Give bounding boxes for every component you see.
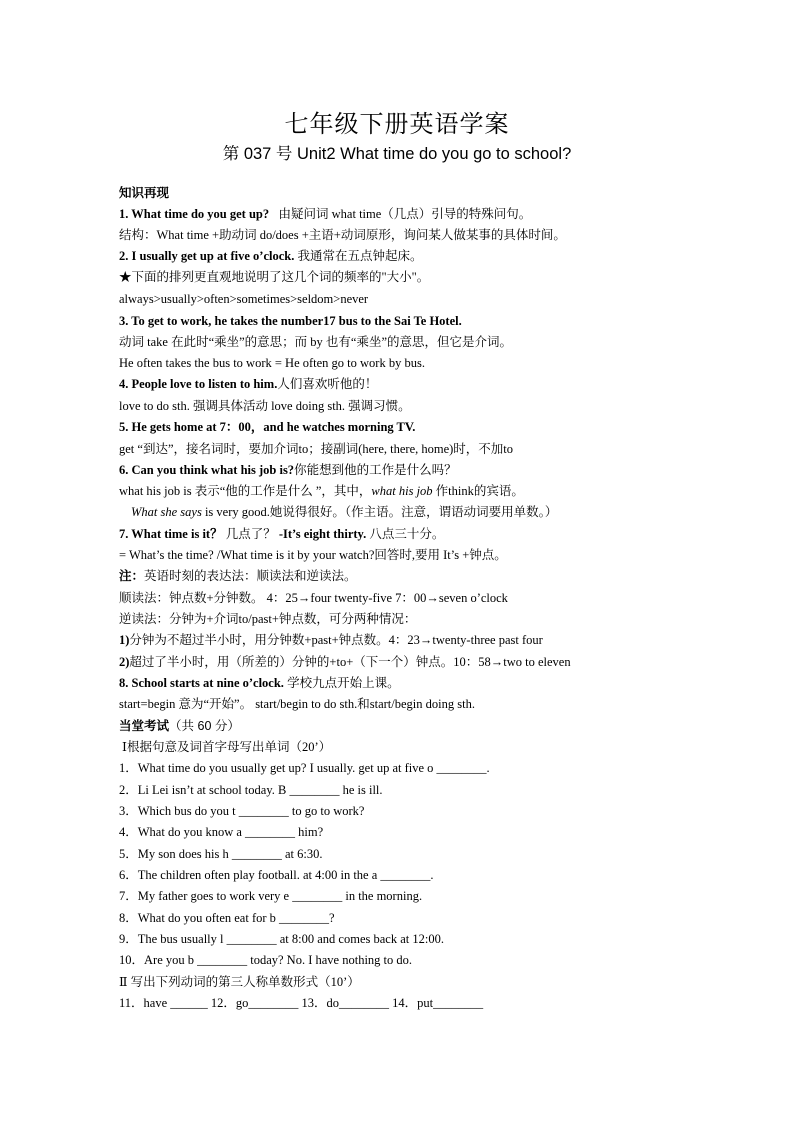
question-text: 1. What time do you get up? (119, 207, 270, 221)
knowledge-item-2 (119, 248, 423, 264)
forward-reading: 顺读法：钟点数+分钟数。 4：25→four twenty-five 7：00→seven o’clock (119, 591, 508, 605)
reverse-reading: 逆读法：分钟为+介词to/past+钟点数，可分两种情况： (119, 612, 417, 626)
take-note: 动词 take 在此时“乘坐”的意思；而 by 也有“乘坐”的意思，但它是介词。 (119, 335, 513, 349)
exercise-2-heading: Ⅱ 写出下列动词的第三人称单数形式（10’） (119, 975, 360, 989)
start-note: start=begin 意为“开始”。 start/begin to do sth.和start/begin doing sth. (119, 697, 475, 711)
exercise-1-heading: Ⅰ根据句意及词首字母写出单词（20’） (122, 740, 332, 754)
page-subtitle: 第 037 号 Unit2 What time do you go to school? (222, 145, 572, 163)
exercise-question: 9．The bus usually l ________ at 8:00 and comes back at 12:00. (119, 932, 444, 946)
love-note: love to do sth. 强调具体活动 love doing sth. 强调习惯。 (119, 399, 411, 413)
frequency-note: ★下面的排列更直观地说明了这几个词的频率的"大小"。 (119, 270, 430, 284)
note-text: 学校九点开始上课。 (283, 676, 400, 690)
question-text: 6. Can you think what his job is? (119, 463, 295, 477)
case-number: 1) (119, 633, 130, 647)
question-text: 7. What time is it？ (119, 527, 223, 541)
knowledge-item-5: 5. He gets home at 7：00，and he watches morning TV. (119, 420, 416, 434)
subject-clause-note (131, 504, 557, 520)
section-score: （共 60 分） (169, 719, 240, 733)
note-text: 作think的宾语。 (432, 484, 524, 498)
frequency-order: always>usually>often>sometimes>seldom>never (119, 292, 369, 306)
italic-phrase: What she says (131, 505, 202, 519)
exercise-question: 1．What time do you usually get up? I usually. get up at five o ________. (119, 761, 490, 775)
reverse-case-2 (119, 654, 571, 670)
knowledge-item-7 (119, 526, 444, 542)
clause-note (119, 483, 524, 499)
exercise-question: 11．have ______ 12．go________ 13．do________ 14．put________ (119, 996, 484, 1010)
exercise-question: 8．What do you often eat for b ________? (119, 911, 335, 925)
note-text: 英语时刻的表达法：顺读法和逆读法。 (144, 569, 357, 583)
time-alternatives: = What’s the time? /What time is it by your watch?回答时,要用 It’s +钟点。 (119, 548, 507, 562)
note-text: 八点三十分。 (366, 527, 445, 541)
italic-phrase: what his job (371, 484, 433, 498)
note-text: is very good.她说得很好。（作主语。注意，谓语动词要用单数。） (201, 505, 558, 519)
note-text: 超过了半小时，用（所差的）分钟的+to+（下一个）钟点。10：58→two to eleven (129, 655, 571, 669)
note-text: 人们喜欢听他的！ (277, 377, 378, 391)
note-label: 注： (119, 569, 145, 583)
exercise-question: 7．My father goes to work very e ________ in the morning. (119, 889, 423, 903)
note-text: what his job is 表示“他的工作是什么 ”，其中， (119, 484, 372, 498)
note-text: 由疑问词 what time（几点）引导的特殊问句。 (278, 207, 532, 221)
exercise-question: 10．Are you b ________ today? No. I have nothing to do. (119, 953, 413, 967)
section-knowledge: 知识再现 (119, 186, 170, 200)
note-text: 几点了？ (222, 527, 279, 541)
note-text: 分钟为不超过半小时，用分钟数+past+钟点数。4：23→twenty-three past four (129, 633, 543, 647)
knowledge-item-6 (119, 462, 457, 478)
reverse-case-1 (119, 632, 543, 648)
exercise-question: 4．What do you know a ________ him? (119, 825, 324, 839)
answer-text: -It’s eight thirty. (278, 527, 367, 541)
page-title: 七年级下册英语学案 (284, 110, 510, 138)
structure-line: 结构：What time +助动词 do/does +主语+动词原形，询问某人做某事的具体时间。 (119, 228, 566, 242)
time-note-heading (119, 568, 357, 584)
section-title: 当堂考试 (119, 719, 170, 733)
take-example: He often takes the bus to work = He often go to work by bus. (119, 356, 425, 370)
exercise-question: 5．My son does his h ________ at 6:30. (119, 847, 323, 861)
question-text: 2. I usually get up at five o’clock. (119, 249, 295, 263)
question-text: 8. School starts at nine o’clock. (119, 676, 284, 690)
question-text: 4. People love to listen to him. (119, 377, 278, 391)
exercise-question: 6．The children often play football. at 4:00 in the a ________. (119, 868, 434, 882)
get-note: get “到达”，接名词时，要加介词to；接副词(here, there, home)时，不加to (119, 442, 514, 456)
case-number: 2) (119, 655, 130, 669)
exercise-question: 3．Which bus do you t ________ to go to work? (119, 804, 365, 818)
note-text: 我通常在五点钟起床。 (297, 249, 423, 263)
section-test (119, 718, 240, 734)
exercise-question: 2．Li Lei isn’t at school today. B ________ he is ill. (119, 783, 383, 797)
note-text: 你能想到他的工作是什么吗？ (294, 463, 457, 477)
knowledge-item-3: 3. To get to work, he takes the number17 bus to the Sai Te Hotel. (119, 314, 462, 328)
knowledge-item-4 (119, 376, 377, 392)
knowledge-item-1 (119, 206, 531, 222)
knowledge-item-8 (119, 675, 400, 691)
